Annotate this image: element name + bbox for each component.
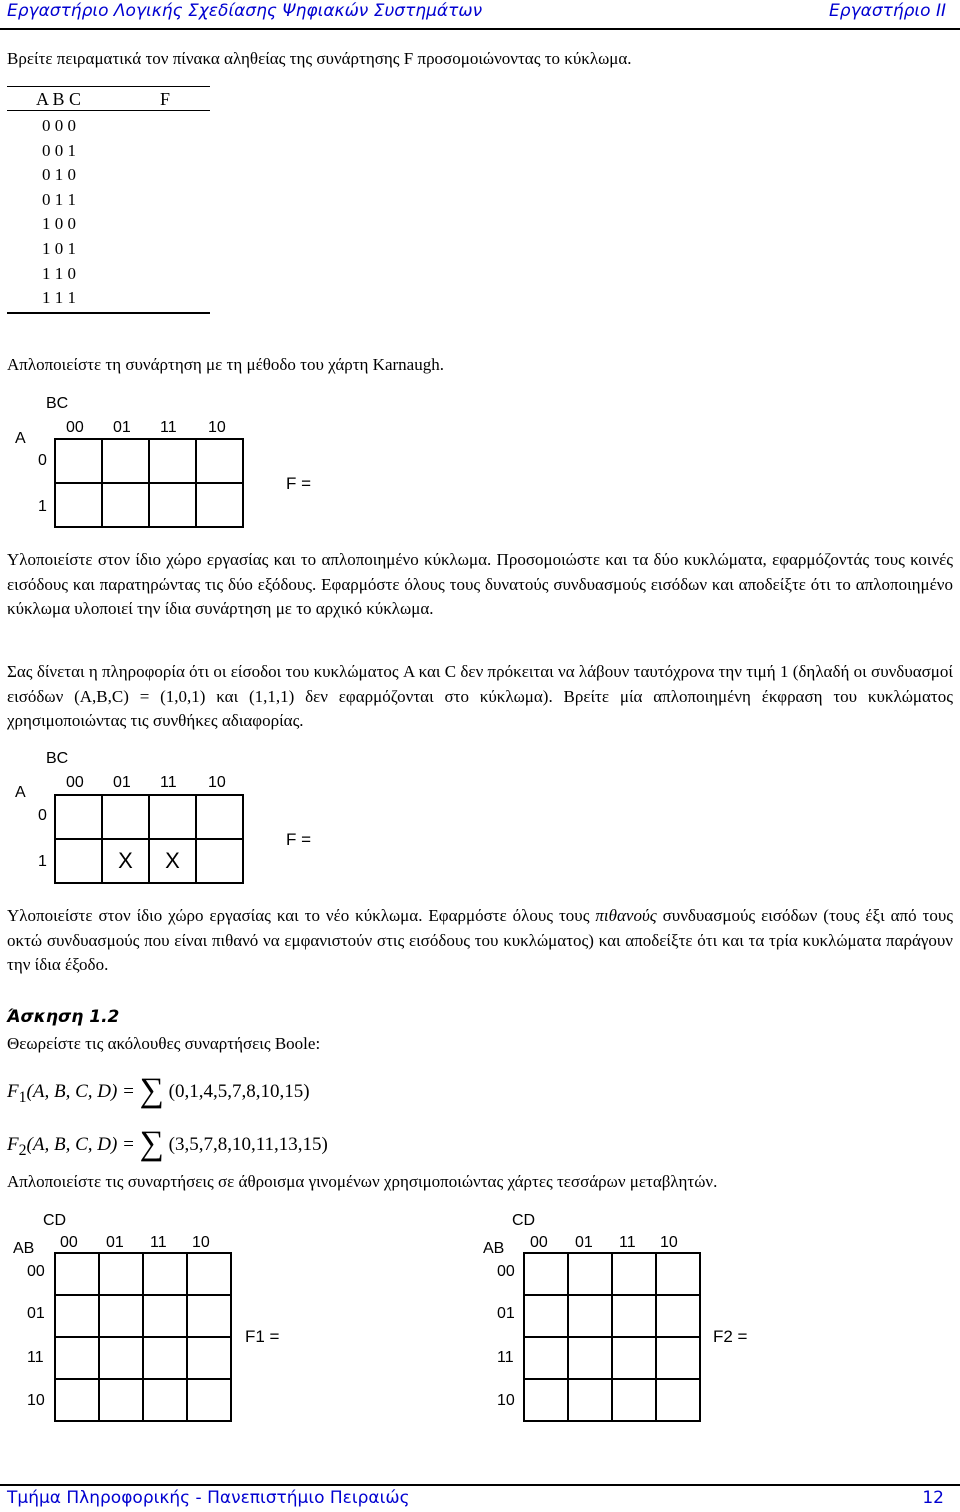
- kmap-cell[interactable]: [55, 439, 102, 483]
- boole-intro: Θεωρείστε τις ακόλουθες συναρτήσεις Boole:: [7, 1034, 321, 1053]
- header-title: Εργαστήριο Λογικής Σχεδίασης Ψηφιακών Συστημάτων: [7, 1, 483, 21]
- kmap-cell[interactable]: [656, 1295, 700, 1337]
- kmap-cell[interactable]: [196, 795, 243, 839]
- exercise-title: Άσκηση 1.2: [7, 1007, 120, 1027]
- f2-sigma: ∑: [139, 1125, 164, 1162]
- kmap-col-label: 11: [160, 419, 177, 436]
- kmap-col-var: CD: [512, 1212, 536, 1229]
- truth-table-row: 1 1 1: [42, 288, 76, 307]
- kmap-cell[interactable]: [149, 483, 196, 527]
- kmap-row-var: A: [15, 430, 26, 447]
- para3-emphasis: πιθανούς: [595, 906, 657, 925]
- kmap-cell[interactable]: [612, 1253, 656, 1295]
- kmap-col-label: 10: [208, 774, 226, 791]
- kmap-f2-label: F2 =: [713, 1327, 748, 1346]
- para3-end: συνδυασμούς εισόδων (τους έξι από τους οκτώ συνδυασμούς που είναι πιθανό να εμφανιστούν στις εισόδους του κυκλώματος) και αποδείξτε ότι και τα τρία κυκλώματα παράγουν την ίδια έξοδο.: [7, 906, 953, 974]
- kmap-col-label: 11: [619, 1234, 636, 1251]
- kmap-grid: [523, 1252, 701, 1422]
- kmap-row-label: 00: [497, 1263, 515, 1280]
- kmap-grid: [54, 1252, 232, 1422]
- kmap-col-label: 01: [106, 1234, 124, 1251]
- kmap-cell-dont-care[interactable]: X: [102, 839, 149, 883]
- kmap-cell[interactable]: [196, 439, 243, 483]
- f1-name: F: [7, 1081, 19, 1102]
- kmap-col-label: 00: [60, 1234, 78, 1251]
- truth-table-row: 1 0 1: [42, 239, 76, 258]
- kmap-f-label: F =: [286, 474, 312, 493]
- kmap-cell[interactable]: [612, 1379, 656, 1421]
- kmap-col-label: 11: [160, 774, 177, 791]
- formula-f2: [7, 1121, 328, 1160]
- kmap-cell[interactable]: [187, 1337, 231, 1379]
- sop-text: Απλοποιείστε τις συναρτήσεις σε άθροισμα γινομένων χρησιμοποιώντας χάρτες τεσσάρων μεταβλητών.: [7, 1172, 718, 1191]
- truth-table-row: 0 1 0: [42, 165, 76, 184]
- kmap-cell[interactable]: [102, 483, 149, 527]
- kmap-cell-dont-care[interactable]: X: [149, 839, 196, 883]
- kmap-cell[interactable]: [55, 1295, 99, 1337]
- kmap-cell[interactable]: [143, 1337, 187, 1379]
- kmap-row-label: 10: [497, 1392, 515, 1409]
- kmap-row-label: 0: [38, 452, 47, 469]
- para3-start: Υλοποιείστε στον ίδιο χώρο εργασίας και το νέο κύκλωμα. Εφαρμόστε όλους τους: [7, 906, 596, 925]
- kmap-cell[interactable]: [99, 1379, 143, 1421]
- kmap-row-label: 00: [27, 1263, 45, 1280]
- kmap-row-label: 11: [27, 1349, 44, 1366]
- kmap-col-var: BC: [46, 750, 69, 767]
- truth-table-row: 0 0 0: [42, 116, 76, 135]
- kmap-row-var: AB: [13, 1240, 35, 1257]
- kmap-col-var: CD: [43, 1212, 67, 1229]
- kmap-col-label: 10: [192, 1234, 210, 1251]
- instructions-paragraph-1: Υλοποιείστε στον ίδιο χώρο εργασίας και το απλοποιημένο κύκλωμα. Προσομοιώστε και τα δύο κυκλώματα, εφαρμόζοντάς τους κοινές εισόδους και παρατηρώντας τις δύο εξόδους. Εφαρμόστε όλους τους δυνατούς συνδυασμούς εισόδων και αποδείξτε ότι το απλοποιημένο κύκλωμα υλοποιεί την ίδια συνάρτηση με το αρχικό κύκλωμα.: [7, 550, 953, 618]
- kmap-f-label: F =: [286, 830, 312, 849]
- kmap-col-label: 00: [66, 774, 84, 791]
- kmap-row-label: 01: [497, 1305, 515, 1322]
- simplify-text: Απλοποιείστε τη συνάρτηση με τη μέθοδο του χάρτη Karnaugh.: [7, 355, 444, 374]
- f2-name: F: [7, 1134, 19, 1155]
- kmap-cell[interactable]: [187, 1253, 231, 1295]
- kmap-cell[interactable]: [656, 1379, 700, 1421]
- f2-subscript: 2: [18, 1141, 27, 1159]
- kmap-cell[interactable]: [656, 1253, 700, 1295]
- kmap-cell[interactable]: [149, 795, 196, 839]
- truth-table-row: 0 0 1: [42, 141, 76, 160]
- kmap-row-label: 01: [27, 1305, 45, 1322]
- kmap-cell[interactable]: [524, 1337, 568, 1379]
- f1-args: (A, B, C, D) =: [26, 1081, 135, 1102]
- page-number: 12: [922, 1488, 944, 1508]
- kmap-f1-label: F1 =: [245, 1327, 280, 1346]
- truth-table-top-rule: [7, 86, 210, 87]
- footer-department: Τμήμα Πληροφορικής - Πανεπιστήμιο Πειραιώς: [7, 1488, 410, 1508]
- kmap-cell[interactable]: [99, 1253, 143, 1295]
- truth-table-header-inputs: A B C: [36, 89, 82, 109]
- kmap-row-label: 1: [38, 853, 47, 870]
- kmap-cell[interactable]: [99, 1295, 143, 1337]
- kmap-cell[interactable]: [187, 1295, 231, 1337]
- kmap-row-label: 10: [27, 1392, 45, 1409]
- truth-table-row: 1 0 0: [42, 214, 76, 233]
- kmap-cell[interactable]: [55, 483, 102, 527]
- kmap-col-label: 01: [113, 774, 131, 791]
- kmap-cell[interactable]: [524, 1379, 568, 1421]
- kmap-cell[interactable]: [143, 1253, 187, 1295]
- formula-f1: [7, 1068, 310, 1107]
- kmap-cell[interactable]: [143, 1295, 187, 1337]
- kmap-cell[interactable]: [55, 839, 102, 883]
- instructions-paragraph-2: Σας δίνεται η πληροφορία ότι οι είσοδοι του κυκλώματος A και C δεν πρόκειται να λάβουν ταυτόχρονα την τιμή 1 (δηλαδή οι συνδυασμοί εισόδων (A,B,C) = (1,0,1) και (1,1,1) δεν εφαρμόζονται στο κύκλωμα). Βρείτε μία απλοποιημένη έκφραση του κυκλώματος χρησιμοποιώντας τις συνθήκες αδιαφορίας.: [7, 662, 953, 730]
- kmap-row-label: 11: [497, 1349, 514, 1366]
- page-header: [0, 0, 960, 30]
- kmap-row-var: A: [15, 784, 26, 801]
- kmap-cell[interactable]: [656, 1337, 700, 1379]
- intro-text: Βρείτε πειραματικά τον πίνακα αληθείας της συνάρτησης F προσομοιώνοντας το κύκλωμα.: [7, 49, 632, 68]
- kmap-cell[interactable]: [524, 1295, 568, 1337]
- f1-terms: (0,1,4,5,7,8,10,15): [168, 1081, 310, 1102]
- kmap-cell[interactable]: [55, 795, 102, 839]
- kmap-col-var: BC: [46, 395, 69, 412]
- kmap-grid: [54, 794, 244, 884]
- kmap-cell[interactable]: [196, 483, 243, 527]
- f1-sigma: ∑: [139, 1072, 164, 1109]
- kmap-row-label: 1: [38, 498, 47, 515]
- header-lab: Εργαστήριο ΙΙ: [829, 1, 946, 21]
- kmap-col-label: 00: [530, 1234, 548, 1251]
- kmap-cell[interactable]: [524, 1253, 568, 1295]
- instructions-paragraph-3: [7, 904, 953, 978]
- truth-table-header-rule: [7, 110, 210, 111]
- kmap-cell[interactable]: [196, 839, 243, 883]
- kmap-cell[interactable]: [55, 1379, 99, 1421]
- kmap-cell[interactable]: [55, 1253, 99, 1295]
- page-footer: [0, 1484, 960, 1512]
- kmap-cell[interactable]: [99, 1337, 143, 1379]
- truth-table-row: 1 1 0: [42, 264, 76, 283]
- kmap-cell[interactable]: [568, 1295, 612, 1337]
- kmap-cell[interactable]: [149, 439, 196, 483]
- truth-table-row: 0 1 1: [42, 190, 76, 209]
- truth-table-header-output: F: [160, 89, 171, 109]
- kmap-cell[interactable]: [568, 1337, 612, 1379]
- kmap-grid: [54, 438, 244, 528]
- kmap-col-label: 01: [575, 1234, 593, 1251]
- kmap-cell[interactable]: [612, 1295, 656, 1337]
- f1-subscript: 1: [18, 1088, 27, 1106]
- truth-table-bottom-rule: [7, 312, 210, 314]
- kmap-cell[interactable]: [55, 1337, 99, 1379]
- kmap-col-label: 01: [113, 419, 131, 436]
- kmap-cell[interactable]: [102, 795, 149, 839]
- kmap-col-label: 10: [660, 1234, 678, 1251]
- kmap-col-label: 10: [208, 419, 226, 436]
- kmap-cell[interactable]: [102, 439, 149, 483]
- f2-args: (A, B, C, D) =: [26, 1134, 135, 1155]
- kmap-cell[interactable]: [143, 1379, 187, 1421]
- kmap-col-label: 11: [150, 1234, 167, 1251]
- kmap-row-label: 0: [38, 807, 47, 824]
- kmap-cell[interactable]: [568, 1379, 612, 1421]
- kmap-row-var: AB: [483, 1240, 505, 1257]
- f2-terms: (3,5,7,8,10,11,13,15): [168, 1134, 328, 1155]
- kmap-col-label: 00: [66, 419, 84, 436]
- kmap-cell[interactable]: [612, 1337, 656, 1379]
- kmap-cell[interactable]: [187, 1379, 231, 1421]
- kmap-cell[interactable]: [568, 1253, 612, 1295]
